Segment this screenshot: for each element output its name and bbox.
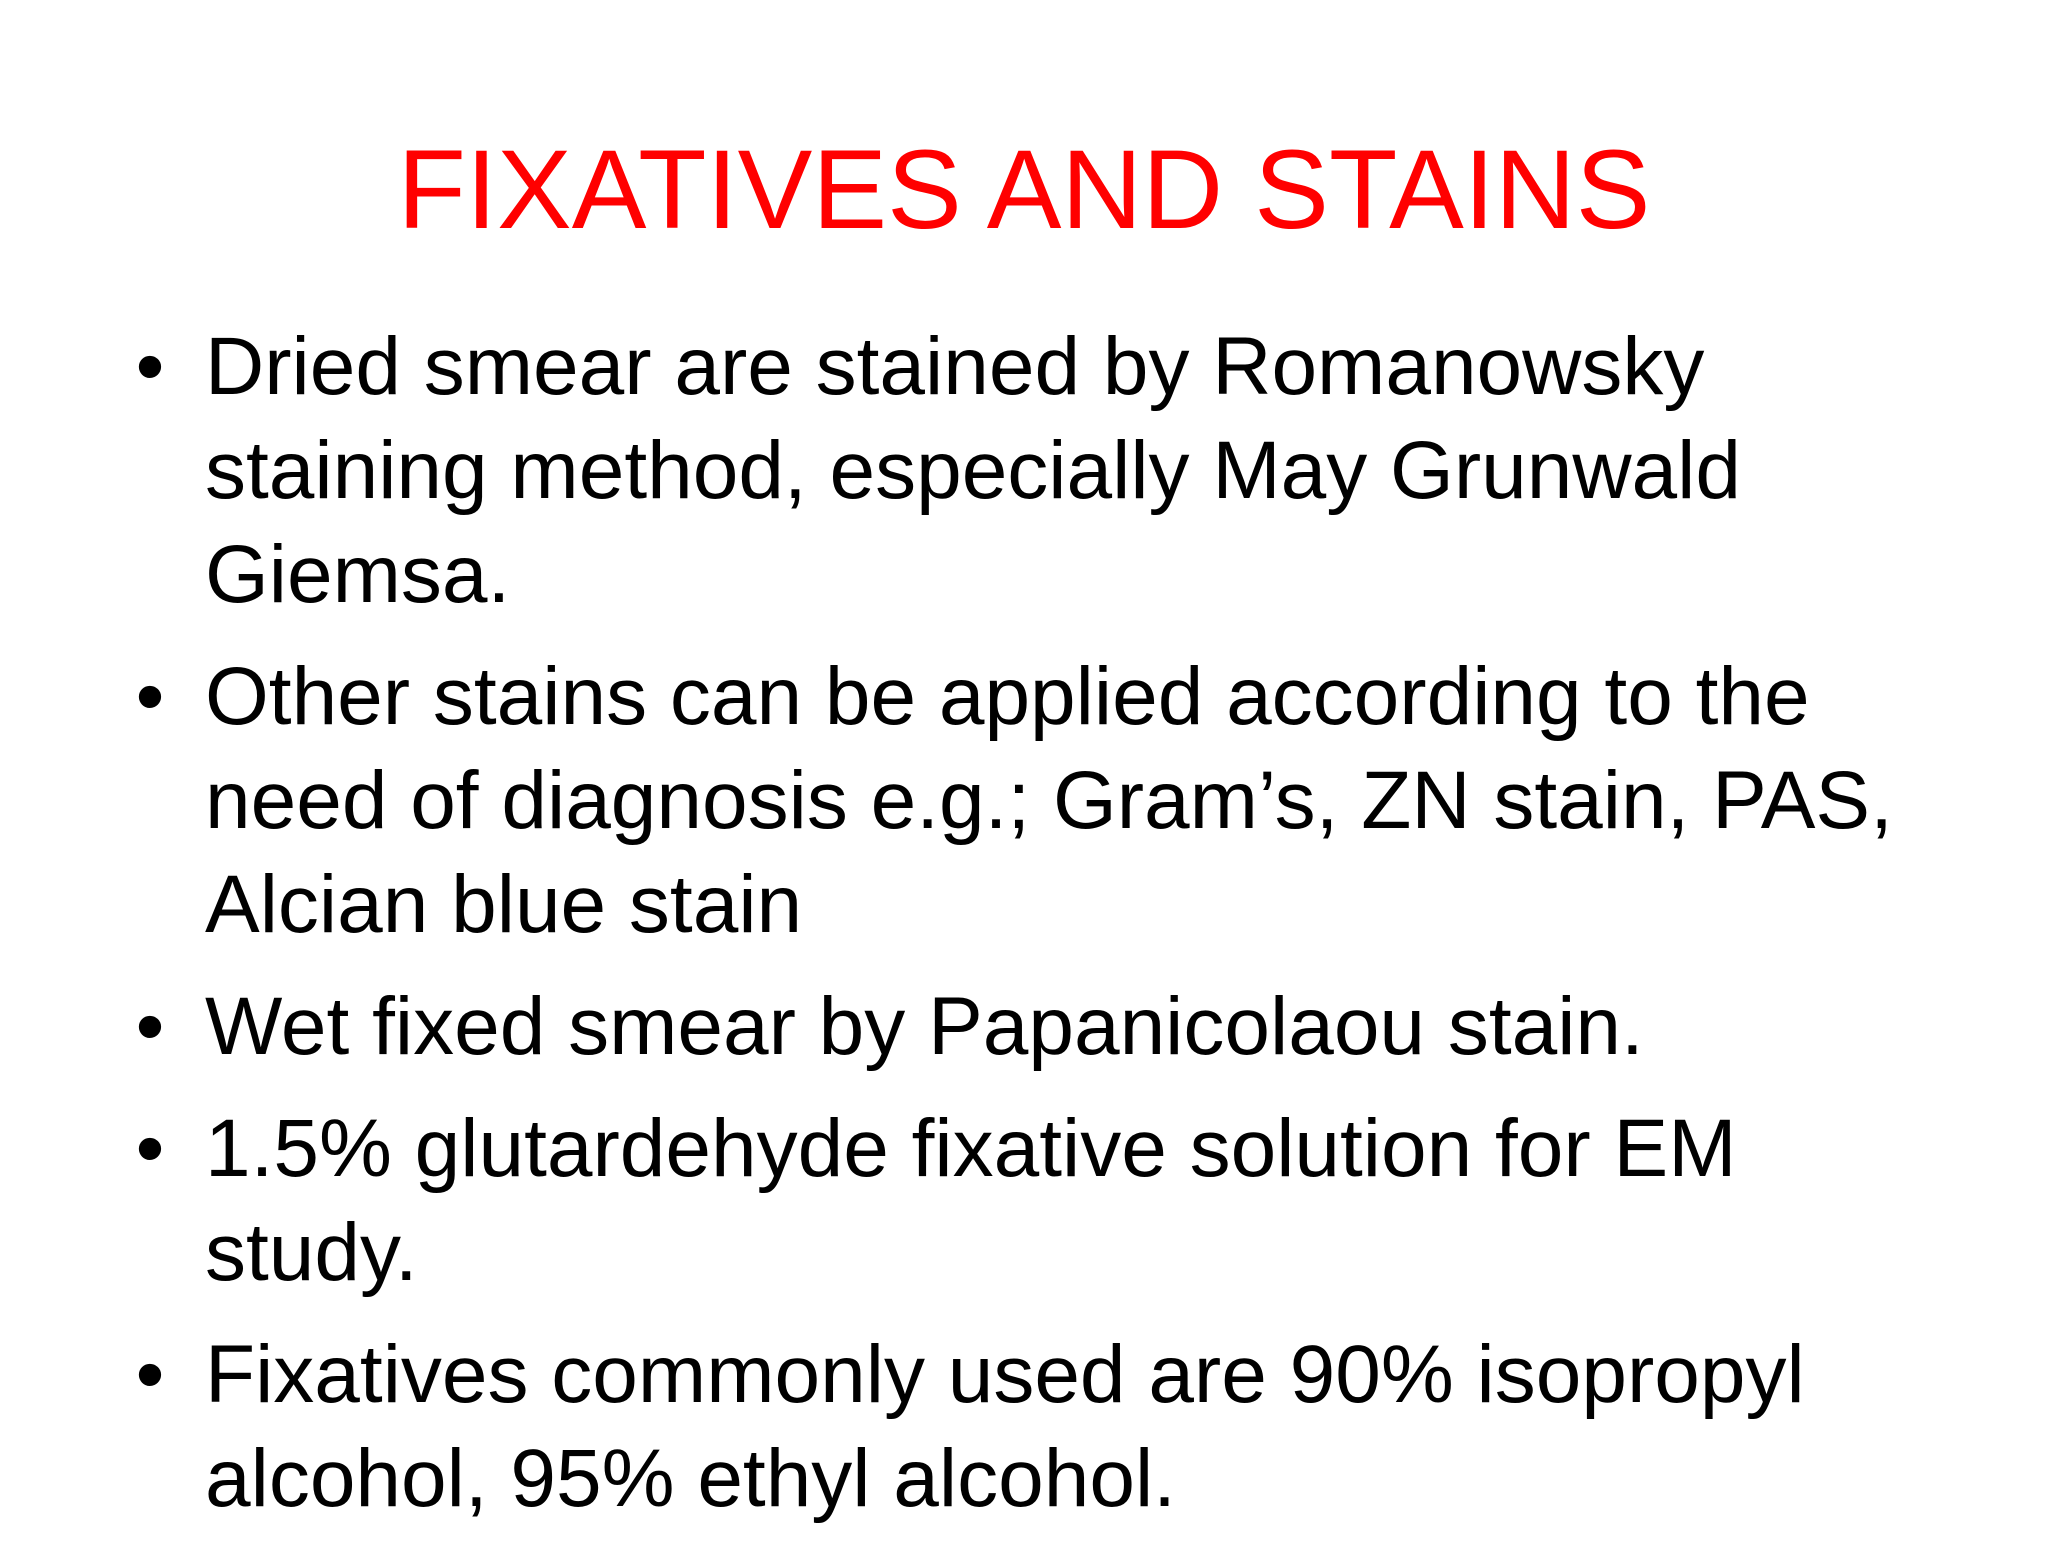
- bullet-text: 1.5% glutardehyde fixative solution for EM study.: [205, 1103, 1737, 1298]
- bullet-text: Wet fixed smear by Papanicolaou stain.: [205, 981, 1644, 1072]
- bullet-dot-icon: •: [135, 1103, 165, 1194]
- bullet-text: Other stains can be applied according to the need of diagnosis e.g.; Gram’s, ZN stain, PAS, Alcian blue stain: [205, 651, 1893, 950]
- bullet-item: [120, 1097, 1950, 1305]
- bullet-text: Dried smear are stained by Romanowsky staining method, especially May Grunwald Giemsa.: [205, 321, 1741, 620]
- bullet-dot-icon: •: [135, 1329, 165, 1420]
- bullet-dot-icon: •: [135, 321, 165, 412]
- bullet-list: [120, 315, 1950, 1549]
- bullet-item: [120, 975, 1950, 1079]
- bullet-item: [120, 1323, 1950, 1531]
- bullet-text: Fixatives commonly used are 90% isopropyl alcohol, 95% ethyl alcohol.: [205, 1329, 1805, 1524]
- bullet-dot-icon: •: [135, 981, 165, 1072]
- bullet-item: [120, 645, 1950, 957]
- bullet-dot-icon: •: [135, 651, 165, 742]
- slide-title: FIXATIVES AND STAINS: [397, 127, 1651, 252]
- bullet-item: [120, 315, 1950, 627]
